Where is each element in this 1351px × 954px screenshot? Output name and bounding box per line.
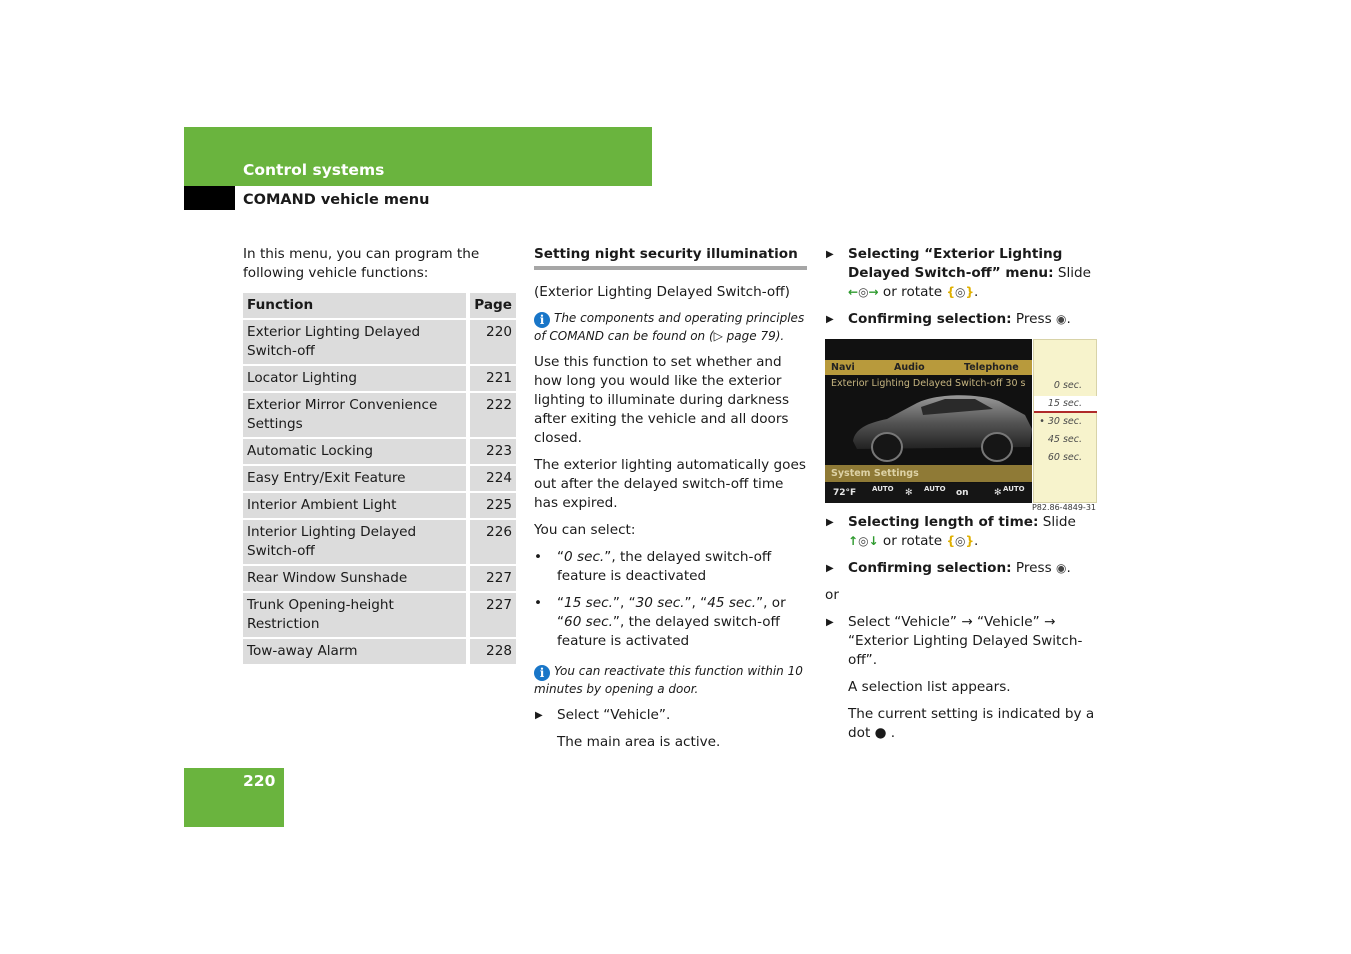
list-item: • “15 sec.”, “30 sec.”, “45 sec.”, or “60 sec.”, the delayed switch-off feature is activated <box>534 595 786 649</box>
table-row <box>243 520 516 564</box>
step-text: Slide <box>1038 514 1076 530</box>
table-row <box>243 366 516 391</box>
intro-text: In this menu, you can program the following vehicle functions: <box>243 246 480 281</box>
arrow-icon: ▶ <box>826 563 834 574</box>
step-result: The main area is active. <box>557 734 721 750</box>
comand-screen-figure <box>825 339 1098 512</box>
section-title: Control systems <box>243 161 385 179</box>
screen-subtitle: Exterior Lighting Delayed Switch-off 30 s <box>831 378 1026 389</box>
function-cell: Rear Window Sunshade <box>243 566 466 591</box>
column-left <box>243 245 516 666</box>
auto-label: AUTO <box>872 485 894 493</box>
auto-label: AUTO <box>924 485 946 493</box>
info-icon: i <box>534 312 550 328</box>
subsection-title: COMAND vehicle menu <box>243 192 430 208</box>
step-item: ▶ Selecting length of time: Slide ↑◎↓ or rotate {◎}. <box>826 514 1076 549</box>
arrow-icon: ▶ <box>826 249 834 260</box>
header-marker <box>184 186 235 210</box>
step-text: or rotate <box>878 284 947 300</box>
option-value: 60 sec. <box>564 614 613 630</box>
step-item <box>825 613 1098 670</box>
bullet-icon: • <box>534 549 543 565</box>
section-subtitle: (Exterior Lighting Delayed Switch-off) <box>534 284 790 300</box>
paragraph: You can select: <box>534 522 636 538</box>
list-item[interactable]: 15 sec. <box>1047 398 1082 409</box>
table-row <box>243 593 516 637</box>
slide-up-down-icon: ↑◎↓ <box>848 534 879 548</box>
bullet-text: , the delayed switch-off feature is activated <box>557 614 780 649</box>
page-number: 220 <box>243 772 276 790</box>
step-text: or rotate <box>878 533 947 549</box>
page-cell: 220 <box>466 320 516 364</box>
function-cell: Trunk Opening-height Restriction <box>243 593 466 637</box>
function-cell: Automatic Locking <box>243 439 466 464</box>
arrow-icon: ▶ <box>826 517 834 528</box>
auto-label: AUTO <box>1003 485 1025 493</box>
function-table <box>243 291 516 666</box>
page-cell: 224 <box>466 466 516 491</box>
page-cell: 228 <box>466 639 516 664</box>
page-cell: 225 <box>466 493 516 518</box>
table-row <box>243 493 516 518</box>
table-row <box>243 393 516 437</box>
bullet-text: , the delayed switch-off feature is deactivated <box>557 549 772 584</box>
bullet-icon: • <box>534 595 543 611</box>
tab-telephone: Telephone <box>964 362 1019 373</box>
table-header-row <box>243 293 516 318</box>
info-note <box>534 310 807 345</box>
time-selection-list <box>1033 339 1097 503</box>
step-text: Select “Vehicle”. <box>557 707 671 723</box>
column-middle <box>534 245 807 752</box>
step-text: Press <box>1011 311 1057 327</box>
list-item[interactable]: • 30 sec. <box>1039 416 1082 427</box>
table-header-function: Function <box>243 293 466 318</box>
page-cell: 223 <box>466 439 516 464</box>
step-item: ▶ Selecting “Exterior Lighting Delayed Switch-off” menu: Slide ←◎→ or rotate {◎}. <box>826 246 1092 300</box>
step-item: ▶ Confirming selection: Press ◉. <box>826 311 1071 327</box>
press-icon: ◉ <box>1056 561 1067 575</box>
step-label: Confirming selection: <box>848 560 1012 576</box>
list-item[interactable]: 0 sec. <box>1053 380 1082 391</box>
step-result: The current setting is indicated by a dot ● . <box>848 706 1095 741</box>
column-right <box>825 245 1098 743</box>
screen-tab-bar <box>825 360 1032 375</box>
temperature-readout: 72°F <box>833 488 857 498</box>
step-result: A selection list appears. <box>848 679 1011 695</box>
tab-navi: Navi <box>831 362 855 373</box>
arrow-icon: ▶ <box>826 314 834 325</box>
step-text: Select “Vehicle” → “Vehicle” → “Exterior Lighting Delayed Switch-off”. <box>848 614 1083 668</box>
paragraph: The exterior lighting automatically goes out after the delayed switch-off time has expired. <box>534 457 806 511</box>
option-value: 30 sec. <box>635 595 685 611</box>
step-text: Press <box>1011 560 1057 576</box>
function-cell: Exterior Lighting Delayed Switch-off <box>243 320 466 364</box>
page-cell: 227 <box>466 593 516 637</box>
section-heading: Setting night security illumination <box>534 245 807 270</box>
slide-left-right-icon: ←◎→ <box>848 285 879 299</box>
screen-main-area <box>825 339 1032 503</box>
function-cell: Locator Lighting <box>243 366 466 391</box>
info-note <box>534 663 807 698</box>
function-cell: Interior Lighting Delayed Switch-off <box>243 520 466 564</box>
rotate-icon: {◎} <box>946 285 975 299</box>
car-image <box>847 385 1032 465</box>
list-item[interactable]: 60 sec. <box>1047 452 1082 463</box>
fan-icon: ✻ <box>905 488 913 498</box>
function-cell: Interior Ambient Light <box>243 493 466 518</box>
rotate-icon: {◎} <box>946 534 975 548</box>
list-item[interactable]: 45 sec. <box>1047 434 1082 445</box>
option-value: 0 sec. <box>564 549 605 565</box>
step-item <box>534 706 807 725</box>
table-header-page: Page <box>466 293 516 318</box>
list-item: • “0 sec.”, the delayed switch-off feature is deactivated <box>534 549 772 584</box>
info-note-text: You can reactivate this function within 10 minutes by opening a door. <box>534 664 803 696</box>
function-cell: Tow-away Alarm <box>243 639 466 664</box>
option-value: 45 sec. <box>707 595 757 611</box>
arrow-icon: ▶ <box>826 617 834 628</box>
arrow-icon: ▶ <box>535 710 543 721</box>
table-row <box>243 320 516 364</box>
tab-audio: Audio <box>894 362 925 373</box>
press-icon: ◉ <box>1056 312 1067 326</box>
info-note-text: The components and operating principles of COMAND can be found on (▷ page 79). <box>534 311 805 343</box>
step-label: Confirming selection: <box>848 311 1012 327</box>
table-row <box>243 639 516 664</box>
table-row <box>243 466 516 491</box>
table-row <box>243 439 516 464</box>
screen-climate-bar <box>825 483 1032 503</box>
step-text: Slide <box>1053 265 1092 281</box>
system-settings-label: System Settings <box>831 468 919 479</box>
page-cell: 221 <box>466 366 516 391</box>
figure-id: P82.86-4849-31 <box>1031 503 1096 512</box>
step-label: Selecting length of time: <box>848 514 1039 530</box>
paragraph: Use this function to set whether and how long you would like the exterior lighting to illuminate during darkness after exiting the vehicle and all doors closed. <box>534 354 790 446</box>
step-label: Selecting “Exterior Lighting Delayed Switch-off” menu: <box>848 246 1063 281</box>
screen-system-settings <box>825 465 1032 482</box>
or-text: or <box>825 587 839 603</box>
function-cell: Exterior Mirror Convenience Settings <box>243 393 466 437</box>
page-cell: 226 <box>466 520 516 564</box>
function-cell: Easy Entry/Exit Feature <box>243 466 466 491</box>
page-cell: 222 <box>466 393 516 437</box>
info-icon: i <box>534 665 550 681</box>
on-label: on <box>956 488 969 498</box>
fan-icon: ✻ <box>994 488 1002 498</box>
table-row <box>243 566 516 591</box>
step-item: ▶ Confirming selection: Press ◉. <box>826 560 1071 576</box>
option-value: 15 sec. <box>564 595 613 611</box>
page-cell: 227 <box>466 566 516 591</box>
